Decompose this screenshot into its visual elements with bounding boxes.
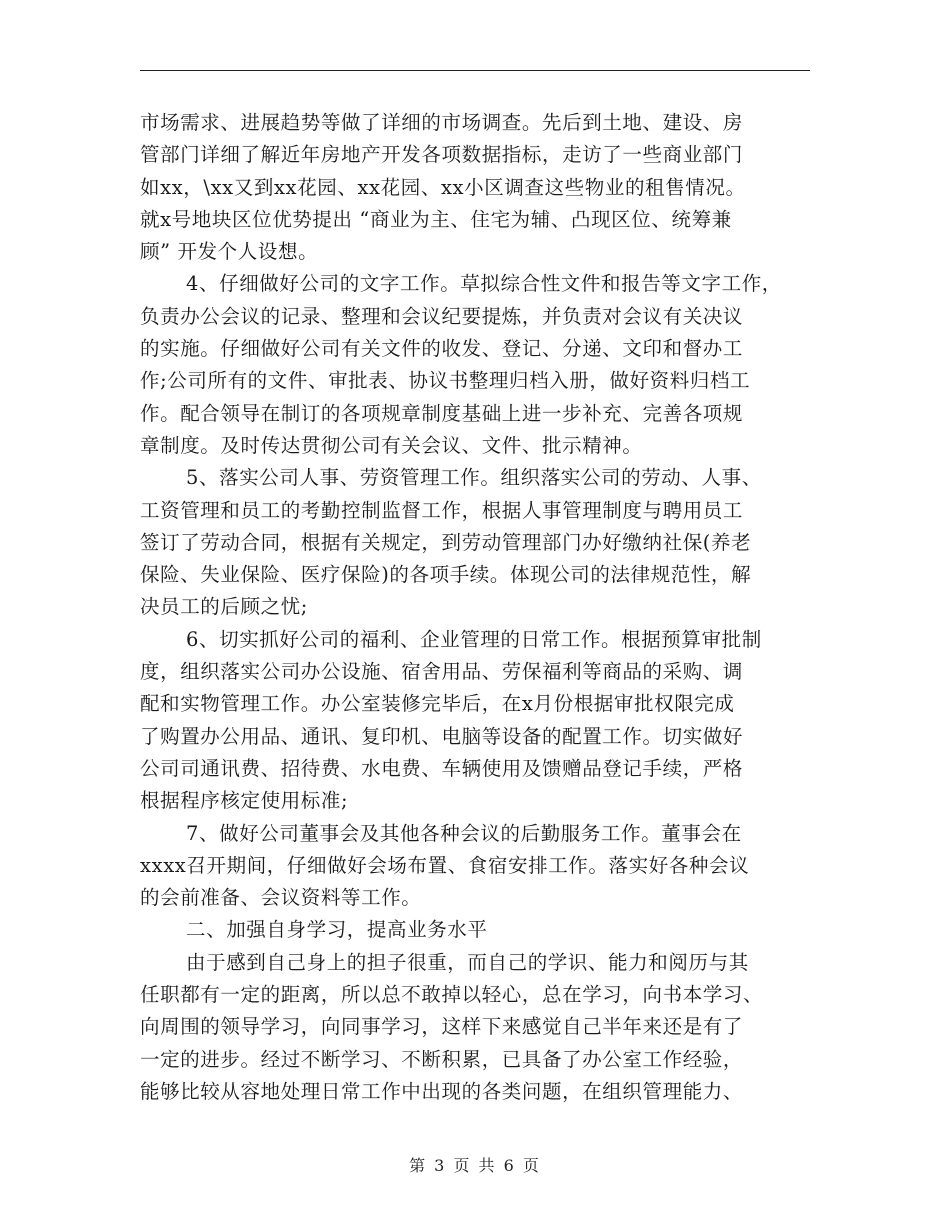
text-line: 作;公司所有的文件、审批表、协议书整理归档入册，做好资料归档工 [140, 369, 751, 393]
text-line: 7、做好公司董事会及其他各种会议的后勤服务工作。董事会在 [186, 821, 742, 845]
text-line: 根据程序核定使用标准; [140, 789, 349, 813]
text-line: 任职都有一定的距离，所以总不敢掉以轻心，总在学习，向书本学习、 [140, 983, 764, 1007]
text-line: 5、落实公司人事、劳资管理工作。组织落实公司的劳动、人事、 [186, 466, 762, 490]
text-line: 如xx，\xx又到xx花园、xx花园、xx小区调查这些物业的租售情况。 [140, 175, 746, 199]
text-line: 度，组织落实公司办公设施、宿舍用品、劳保福利等商品的采购、调 [140, 660, 744, 684]
text-line: 向周围的领导学习，向同事学习，这样下来感觉自己半年来还是有了 [140, 1015, 744, 1039]
text-line: 由于感到自己身上的担子很重，而自己的学识、能力和阅历与其 [186, 950, 749, 974]
text-line: 的会前准备、会议资料等工作。 [140, 886, 422, 910]
text-line: 签订了劳动合同，根据有关规定，到劳动管理部门办好缴纳社保(养老 [140, 530, 752, 554]
text-line: 6、切实抓好公司的福利、企业管理的日常工作。根据预算审批制 [186, 627, 762, 651]
text-line: 一定的进步。经过不断学习、不断积累，已具备了办公室工作经验， [140, 1047, 744, 1071]
text-line: 能够比较从容地处理日常工作中出现的各类问题，在组织管理能力、 [140, 1079, 744, 1103]
text-line: 公司司通讯费、招待费、水电费、车辆使用及馈赠品登记手续，严格 [140, 756, 744, 780]
text-line: 了购置办公用品、通讯、复印机、电脑等设备的配置工作。切实做好 [140, 724, 744, 748]
text-line: 负责办公会议的记录、整理和会议纪要提炼，并负责对会议有关决议 [140, 304, 744, 328]
text-line: 决员工的后顾之忧; [140, 595, 308, 619]
text-line: 二、加强自身学习，提高业务水平 [186, 918, 488, 942]
text-line: 顾” 开发个人设想。 [140, 240, 319, 264]
text-line: xxxx召开期间，仔细做好会场布置、食宿安排工作。落实好各种会议 [140, 853, 750, 877]
text-line: 工资管理和员工的考勤控制监督工作，根据人事管理制度与聘用员工 [140, 498, 744, 522]
text-line: 市场需求、进展趋势等做了详细的市场调查。先后到土地、建设、房 [140, 111, 744, 134]
text-line: 配和实物管理工作。办公室装修完毕后，在x月份根据审批权限完成 [140, 692, 735, 716]
document-body [140, 107, 812, 1108]
text-line: 保险、失业保险、医疗保险)的各项手续。体现公司的法律规范性，解 [140, 563, 752, 587]
text-line: 就x号地块区位优势提出 “商业为主、住宅为辅、凸现区位、统筹兼 [140, 207, 732, 231]
page-footer: 第 3 页 共 6 页 [409, 1156, 541, 1175]
text-line: 章制度。及时传达贯彻公司有关会议、文件、批示精神。 [140, 433, 643, 457]
text-line: 作。配合领导在制订的各项规章制度基础上进一步补充、完善各项规 [140, 401, 744, 425]
text-line: 4、仔细做好公司的文字工作。草拟综合性文件和报告等文字工作， [186, 272, 782, 296]
text-line: 管部门详细了解近年房地产开发各项数据指标，走访了一些商业部门 [140, 143, 744, 167]
text-line: 的实施。仔细做好公司有关文件的收发、登记、分递、文印和督办工 [140, 337, 744, 361]
header-rule [140, 70, 810, 71]
